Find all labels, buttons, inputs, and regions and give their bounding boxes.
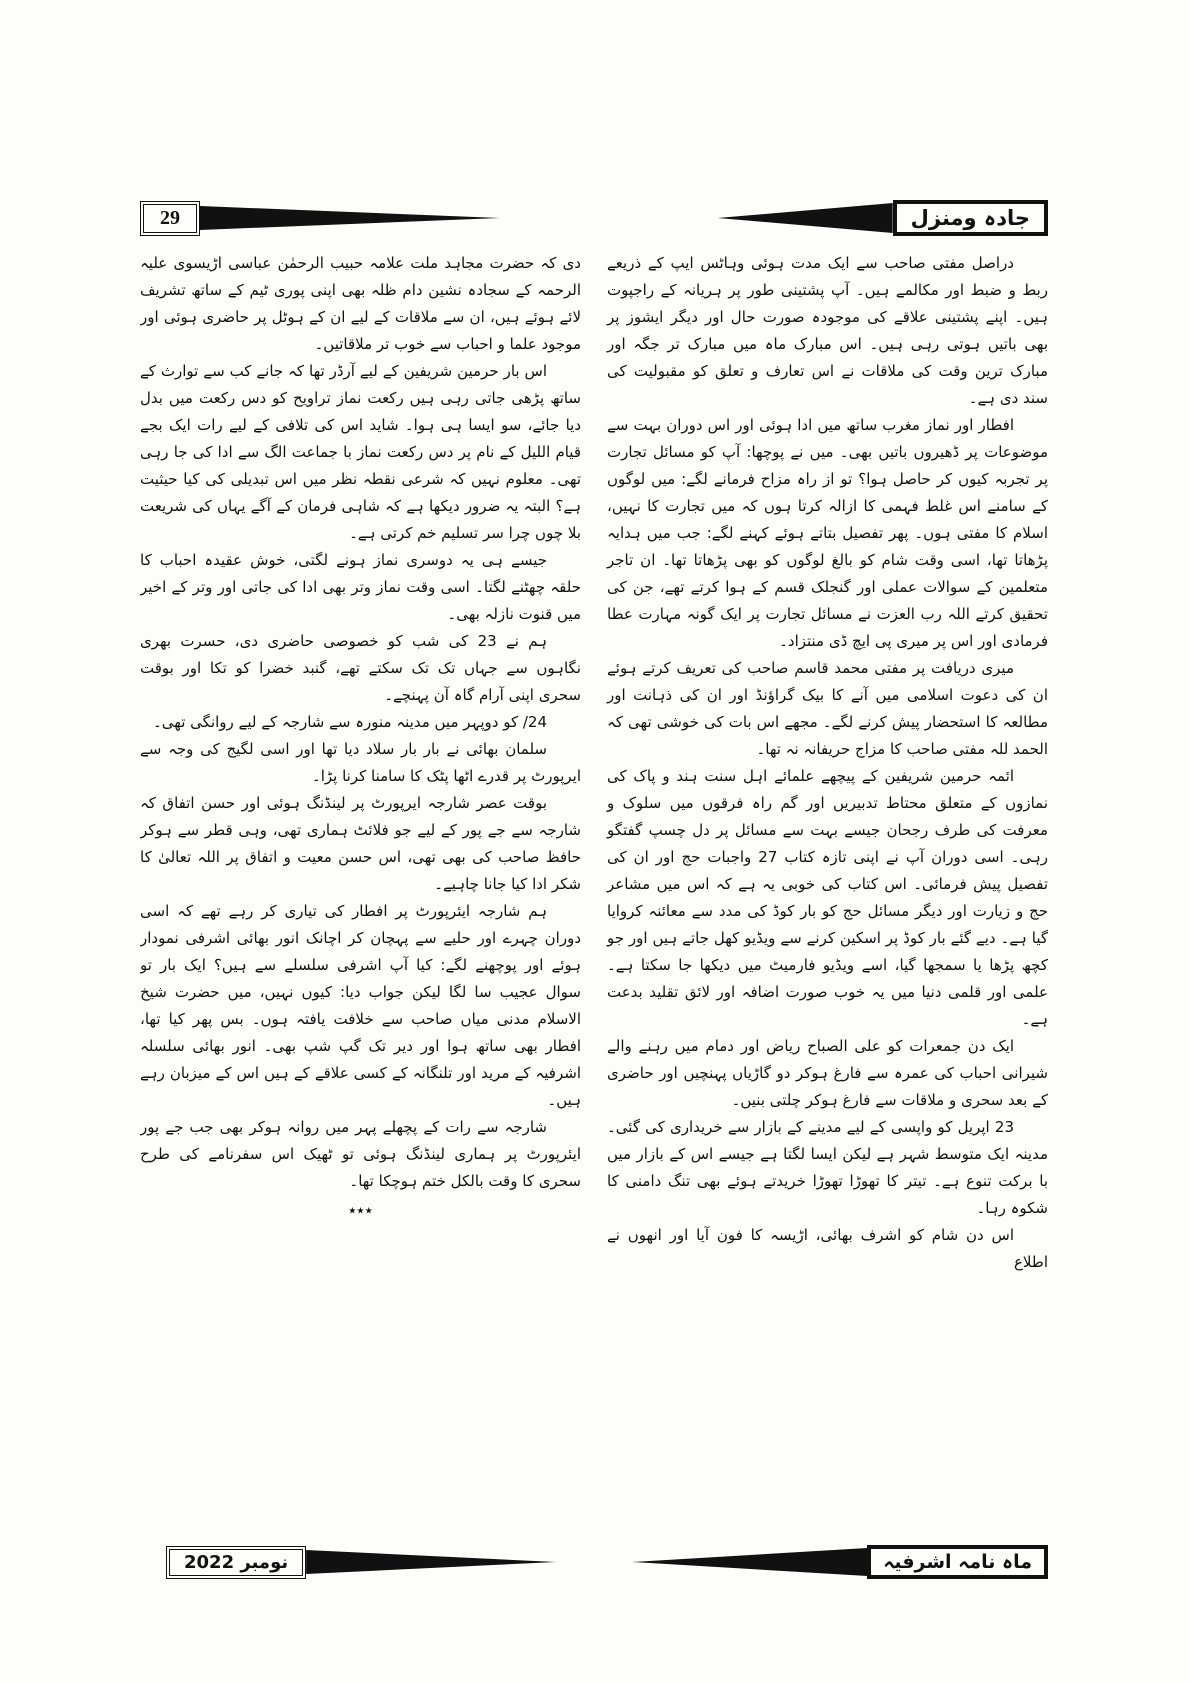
- column-left: [140, 250, 581, 1336]
- paragraph: سلمان بھائی نے بار بار سلاد دیا تھا اور اسی لگیج کی وجہ سے ایرپورٹ پر قدرے اٹھا پٹک کا سامنا کرنا پڑا۔: [140, 740, 581, 785]
- paragraph: ائمہ حرمین شریفین کے پیچھے علمائے اہل سنت ہند و پاک کی نمازوں کے متعلق محتاط تدبیریں اور گم راہ فرقوں میں سلوک و معرفت کی طرف رجحان جیسے بہت سے مسائل پر دل چسپ گفتگو رہی۔ اسی دوران آپ نے اپنی تازہ کتاب 27 واجبات حج اور ان کی تفصیل پیش فرمائی۔ اس کتاب کی خوبی یہ ہے کہ اس میں مشاعر حج و زیارت اور دیگر مسائل حج کو بار کوڈ کی مدد سے معائنہ کروایا گیا ہے۔ دیے گئے بار کوڈ پر اسکین کرنے سے ویڈیو کھل جاتے ہیں اور جو کچھ پڑھا یا سمجھا گیا، اسے ویڈیو فارمیٹ میں دیکھا جا سکتا ہے۔ علمی اور قلمی دنیا میں یہ خوب صورت اضافہ اور لائق تقلید بدعت ہے۔: [607, 767, 1048, 1028]
- paragraph: جیسے ہی یہ دوسری نماز ہونے لگتی، خوش عقیدہ احباب کا حلقہ چھٹنے لگتا۔ اسی وقت نماز وتر بھی ادا کی جاتی اور وتر کے اخیر میں قنوت نازلہ بھی۔: [140, 551, 581, 623]
- header-right-wedge-ornament: [718, 203, 893, 233]
- paragraph: بوقت عصر شارجہ ایرپورٹ پر لینڈنگ ہوئی اور حسن اتفاق کہ شارجہ سے جے پور کے لیے جو فلائٹ ہماری تھی، وہی قطر سے ہوکر حافظ صاحب کی بھی تھی، اس حسن معیت و اتفاق پر اللہ تعالیٰ کا شکر ادا کیا جانا چاہیے۔: [140, 794, 581, 893]
- footer-left-group: [166, 1546, 558, 1579]
- section-title-box: [893, 200, 1048, 236]
- paragraph: ہم شارجہ ایئرپورٹ پر افطار کی تیاری کر رہے تھے کہ اسی دوران چہرے اور حلیے سے پہچان کر اچانک انور بھائی اشرفی نمودار ہوئے اور پوچھنے لگے: کیا آپ اشرفی سلسلے سے ہیں؟ ایک بار تو سوال عجیب سا لگا لیکن جواب دیا: کیوں نہیں، میں حضرت شیخ الاسلام مدنی میاں صاحب سے خلافت یافتہ ہوں۔ بس پھر کیا تھا، افطار بھی ساتھ ہوا اور دیر تک گپ شپ بھی۔ انور بھائی سلسلہ اشرفیہ کے مرید اور تلنگانہ کے کسی علاقے کے ہیں اس کے میزبان رہے ہیں۔: [140, 902, 581, 1109]
- paragraph: ہم نے 23 کی شب کو خصوصی حاضری دی، حسرت بھری نگاہوں سے جہاں تک تک سکتے تھے، گنبد خضرا کو تکا اور بوقت سحری اپنی آرام گاہ آن پہنچے۔: [140, 632, 581, 704]
- footer-right-group: [635, 1545, 1048, 1579]
- paragraph: 24/ کو دوپہر میں مدینہ منورہ سے شارجہ کے لیے روانگی تھی۔: [153, 713, 547, 731]
- paragraph: دی کہ حضرت مجاہد ملت علامہ حبیب الرحمٰن عباسی اڑیسوی علیہ الرحمہ کے سجادہ نشین دام ظلہ بھی اپنی پوری ٹیم کے ساتھ تشریف لائے ہوئے ہیں، ان سے ملاقات کے لیے ان کے ہوٹل پر حاضری ہوئی اور موجود علما و احباب سے خوب تر ملاقاتیں۔: [140, 254, 581, 353]
- magazine-name-box: [867, 1545, 1048, 1579]
- paragraph: افطار اور نماز مغرب ساتھ میں ادا ہوئی اور اس دوران بہت سے موضوعات پر ڈھیروں باتیں بھی۔ میں نے پوچھا: آپ کو مسائل تجارت پر تجربہ کیوں کر حاصل ہوا؟ تو از راہ مزاح فرمانے لگے: میں لوگوں کے سامنے اس غلط فہمی کا ازالہ کرتا ہوں کہ میں تجارت کا نہیں، اسلام کا مفتی ہوں۔ پھر تفصیل بتاتے ہوئے کہنے لگے: جب میں ہدایہ پڑھاتا تھا، اسی وقت شام کو بالغ لوگوں کو بھی پڑھاتا تھا۔ ان تاجر متعلمین کے سوالات عملی اور گنجلک قسم کے ہوا کرتے تھے، جن کی تحقیق کرتے اللہ رب العزت نے مسائل تجارت پر ایک گونہ مہارت عطا فرمادی اور اس پر میری پی ایچ ڈی منتزاد۔: [607, 416, 1048, 650]
- magazine-name: ماہ نامہ اشرفیہ: [883, 1551, 1032, 1573]
- column-right: [607, 250, 1048, 1336]
- article-end-mark: ٭٭٭: [348, 1201, 373, 1219]
- paragraph: دراصل مفتی صاحب سے ایک مدت ہوئی وہاٹس ایپ کے ذریعے ربط و ضبط اور مکالمے ہیں۔ آپ پشتینی طور پر ہریانہ کے راجپوت ہیں۔ اپنے پشتینی علاقے کی موجودہ صورت حال اور دیگر ایشوز پر بھی باتیں ہوتی رہی ہیں۔ اس مبارک ماہ میں مبارک تر جگہ اور مبارک ترین وقت کی ملاقات نے اس تعارف و تعلق کو مقبولیت کی سند دی ہے۔: [607, 254, 1048, 407]
- section-title: جادہ ومنزل: [910, 206, 1030, 230]
- article-body: [140, 250, 1048, 1336]
- page-number-box: [140, 201, 200, 236]
- paragraph: میری دریافت پر مفتی محمد قاسم صاحب کی تعریف کرتے ہوئے ان کی دعوت اسلامی میں آنے کا بیک گراؤنڈ اور ان کی ذہانت اور مطالعہ کا استحضار پیش کرنے لگے۔ مجھے اس بات کی خوشی تھی کہ الحمد للہ مفتی صاحب کا مزاج حریفانہ نہ تھا۔: [607, 659, 1048, 758]
- page-header: [140, 196, 1048, 240]
- paragraph: اس بار حرمین شریفین کے لیے آرڈر تھا کہ جانے کب سے توارث کے ساتھ پڑھی جاتی رہی ہیں رکعت نماز تراویح کو دس رکعت میں بدل دیا جائے، سو ایسا ہی ہوا۔ شاید اس کی تلافی کے لیے رات ایک بجے قیام اللیل کے نام پر دس رکعت نماز با جماعت الگ سے ادا کی جا رہی تھی۔ معلوم نہیں کہ شرعی نقطہ نظر میں اس تبدیلی کی کیا حیثیت ہے؟ البتہ یہ ضرور دیکھا ہے کہ شاہی فرمان کے آگے یہاں کی شریعت بلا چوں چرا سر تسلیم خم کرتی ہے۔: [140, 362, 581, 542]
- paragraph: 23 اپریل کو واپسی کے لیے مدینے کے بازار سے خریداری کی گئی۔ مدینہ ایک متوسط شہر ہے لیکن ایسا لگتا ہے جیسے اس کے بازار میں با برکت تنوع ہے۔ تیتر کا تھوڑا تھوڑا خریدتے ہوئے بھی تنگ دامنی کا شکوہ رہا۔: [607, 1118, 1048, 1217]
- header-left-wedge-ornament: [200, 206, 500, 230]
- paragraph: شارجہ سے رات کے پچھلے پہر میں روانہ ہوکر بھی جب جے پور ایئرپورٹ پر ہماری لینڈنگ ہوئی تو ٹھیک اس سفرنامے کی طرح سحری کا وقت بالکل ختم ہوچکا تھا۔: [140, 1118, 581, 1190]
- paragraph: اس دن شام کو اشرف بھائی، اڑیسہ کا فون آیا اور انھوں نے اطلاع: [607, 1226, 1048, 1271]
- footer-left-wedge-ornament: [306, 1550, 556, 1574]
- paragraph: ایک دن جمعرات کو علی الصباح ریاض اور دمام میں رہنے والے شیرانی احباب کی عمرہ سے فارغ ہوکر دو گاڑیاں پہنچیں اور حاضری کے بعد سحری و ملاقات سے فارغ ہوکر چلتی بنیں۔: [607, 1037, 1048, 1109]
- page-footer: [140, 1540, 1048, 1584]
- page-number: 29: [143, 204, 197, 233]
- header-left-group: [140, 201, 502, 236]
- issue-date: نومبر 2022: [169, 1549, 303, 1576]
- footer-right-wedge-ornament: [632, 1548, 867, 1576]
- header-right-group: [721, 200, 1048, 236]
- issue-date-box: [166, 1546, 306, 1579]
